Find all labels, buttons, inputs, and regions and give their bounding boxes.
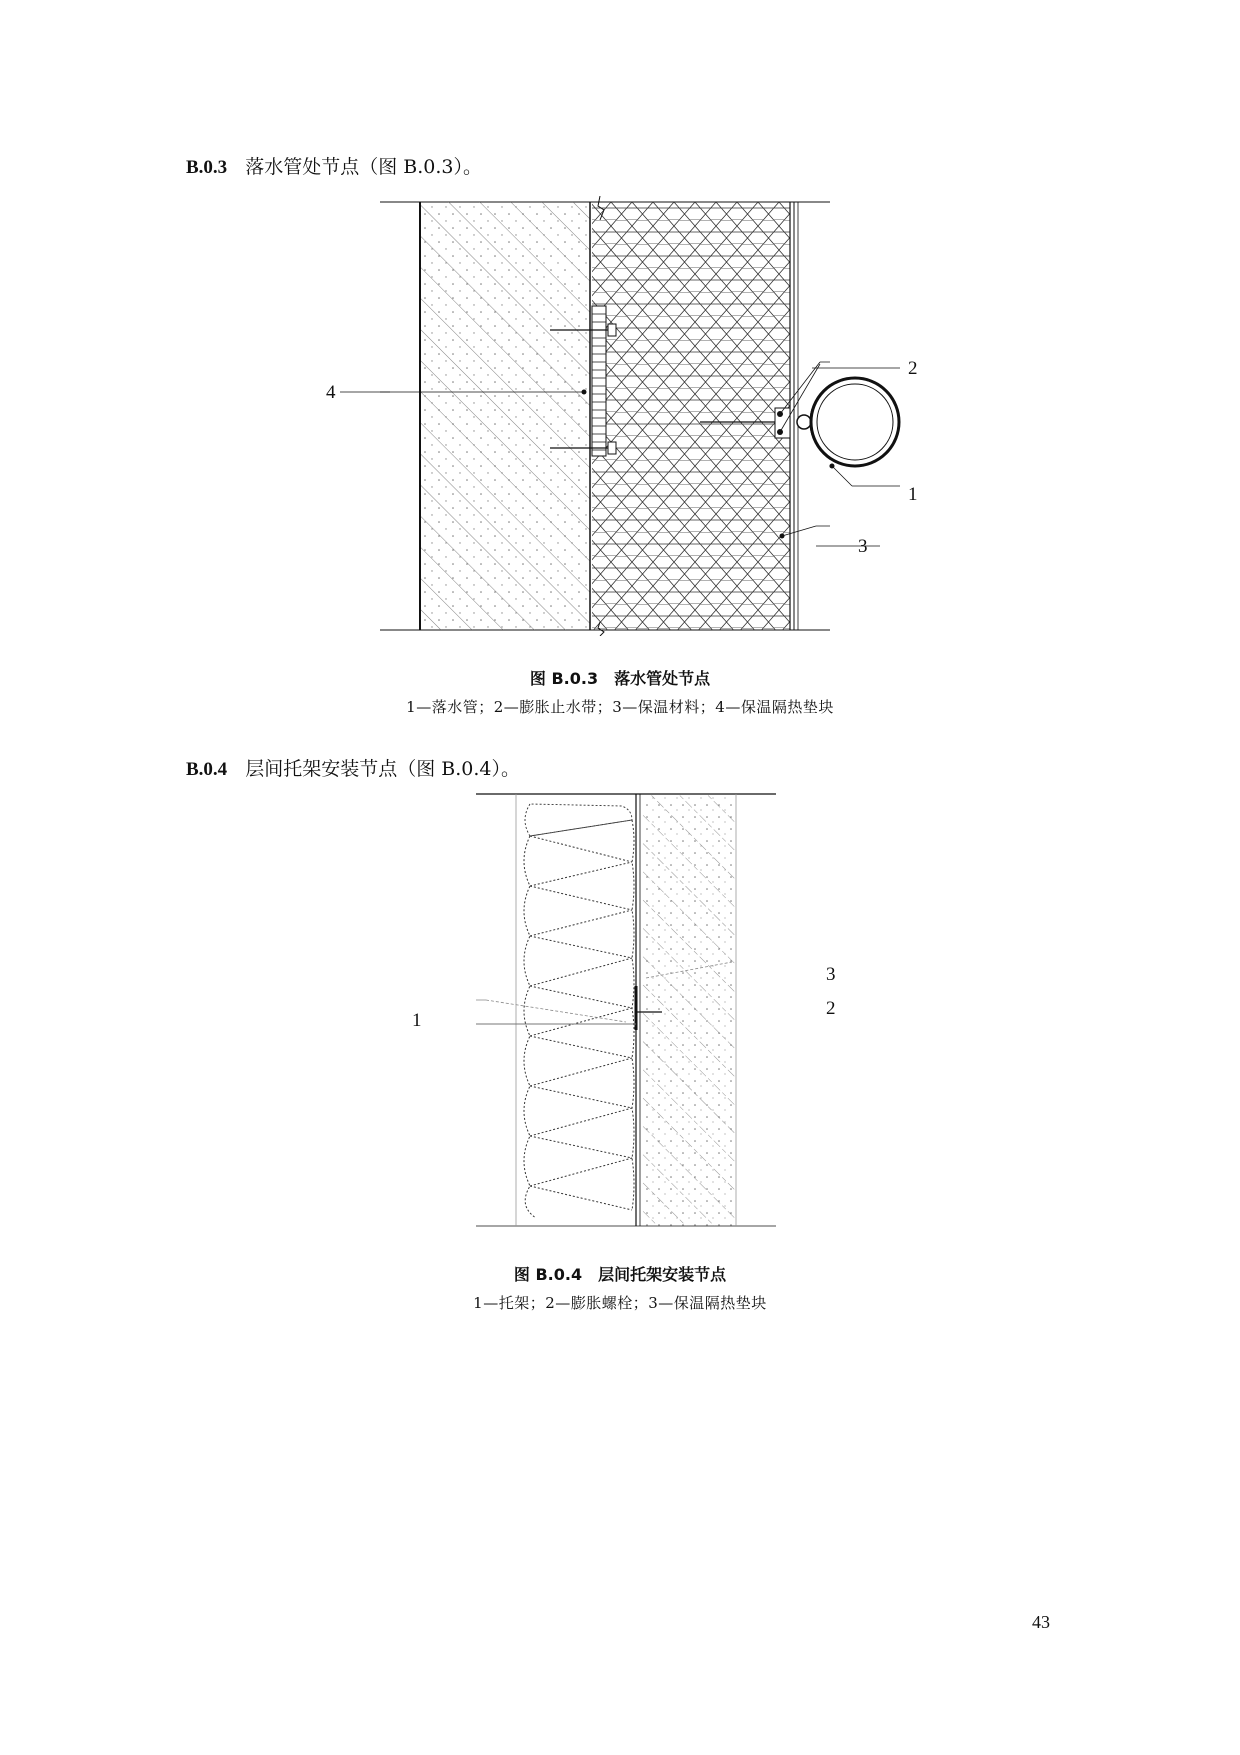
figure-title-text: 层间托架安装节点 bbox=[598, 1265, 727, 1284]
figure-b04-title bbox=[0, 1262, 1240, 1285]
figure-b03-leader-3 bbox=[810, 540, 890, 560]
figure-b03-drawing bbox=[380, 196, 830, 636]
figure-number: B.0.3 bbox=[551, 669, 599, 688]
figure-b03-callout-1: 1 bbox=[908, 484, 918, 505]
figure-b03-leader-2 bbox=[790, 360, 910, 380]
clause-number: B.0.4 bbox=[186, 759, 228, 780]
clause-number: B.0.3 bbox=[186, 157, 228, 178]
figure-b04-drawing bbox=[476, 790, 776, 1230]
figure-b04-legend: 1—托架；2—膨胀螺栓；3—保温隔热垫块 bbox=[473, 1294, 767, 1312]
figure-b03-pipe bbox=[790, 376, 930, 496]
page-number: 43 bbox=[1032, 1612, 1050, 1632]
figure-title-prefix: 图 bbox=[529, 669, 546, 688]
figure-title-prefix: 图 bbox=[513, 1265, 530, 1284]
figure-b04-callout-1: 1 bbox=[412, 1010, 422, 1031]
clause-b03 bbox=[186, 152, 482, 179]
figure-number: B.0.4 bbox=[535, 1265, 583, 1284]
figure-b04-callout-3: 3 bbox=[826, 964, 836, 985]
figure-b04-callout-2: 2 bbox=[826, 998, 836, 1019]
clause-text: 落水管处节点（图 B.0.3）。 bbox=[245, 156, 482, 178]
figure-b03-title bbox=[0, 666, 1240, 689]
figure-b03-callout-3: 3 bbox=[858, 536, 868, 557]
figure-b03-legend: 1—落水管；2—膨胀止水带；3—保温材料；4—保温隔热垫块 bbox=[406, 698, 834, 716]
figure-b03-leaders bbox=[340, 380, 390, 400]
clause-b04 bbox=[186, 754, 520, 781]
figure-b03-callout-2: 2 bbox=[908, 358, 918, 379]
clause-text: 层间托架安装节点（图 B.0.4）。 bbox=[245, 758, 520, 780]
figure-b03-callout-4: 4 bbox=[326, 382, 336, 403]
figure-title-text: 落水管处节点 bbox=[614, 669, 711, 688]
